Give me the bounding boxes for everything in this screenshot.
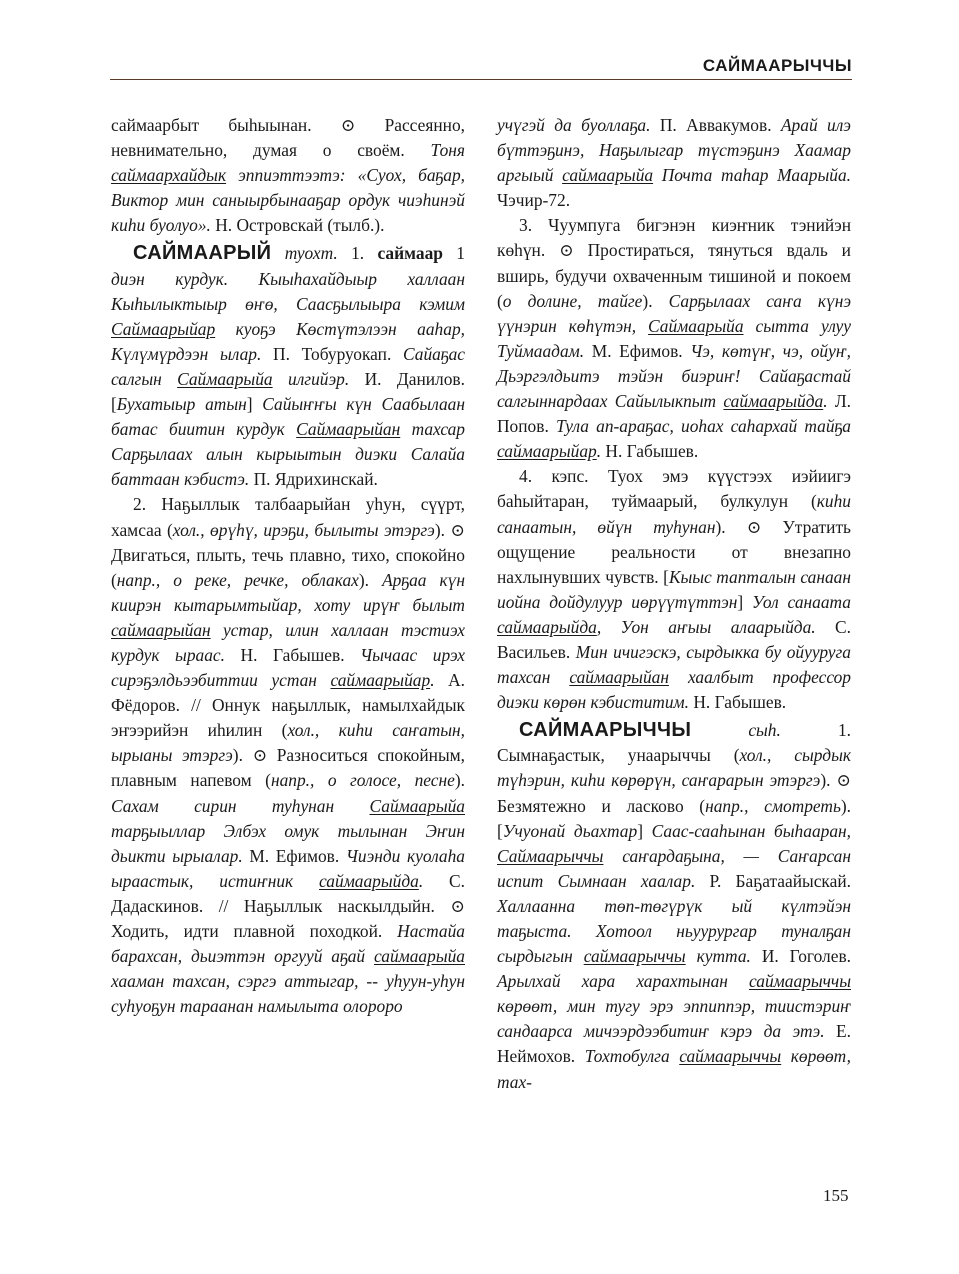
left-column: [111, 113, 465, 1019]
dictionary-entry: САЙМААРЫЧЧЫ сыһ. 1. Сымнаҕастык, унаарыччы (хол., сырдык түһэрин, киһи көрөрүн, саҥарарын этэргэ). ⊙ Безмятежно и ласково (напр., смотреть). [Учуонай дьахтар] Саас-сааһынан быһааран, Саймаарыччы саҥардаҕына, — Саҥарсан испит Сымнаан хаалар. Р. Баҕатаайыскай. Халлаанна төп-төгүрүк ый күлтэйэн таҕыста. Хотоол ньуурургар туналҕан сырдыгын саймаарыччы кутта. И. Гоголев. Арылхай хара харахтынан саймаарыччы көрөөт, мин тугу эрэ эппиппэр, тиистэриҥ сандаарса мичээрдээбитиҥ кэрэ да этэ. Е. Неймохов. Тохтобулга саймаарыччы көрөөт, тах-: [497, 719, 852, 1092]
page-number: 155: [823, 1186, 849, 1205]
sense-paragraph: 2. Наҕыллык талбаарыйан уһун, сүүрт, хамсаа (хол., өрүһү, ирэҕи, былыты этэргэ). ⊙ Двигаться, плыть, течь плавно, тихо, спокойно (напр., о реке, речке, облаках). Арҕаа күн киирэн кытарымтыйар, хоту ирүҥ былыт саймаарыйан устар, илин халлаан тэстиэх курдук ыраас. Н. Габышев. Чычаас ирэх сирэҕэлдьээбиттии устан саймаарыйар. А. Фёдоров. // Оннук наҕыллык, намылхайдык эҥээрийэн иһилин (хол., киһи саҥатын, ырыаны этэргэ). ⊙ Разноситься спокойным, плавным напевом (напр., о голосе, песне). Сахам сирин туһунан Саймаарыйа тарҕыыллар Элбэх омук тылынан Эҥин дьикти ырыалар. М. Ефимов. Чиэнди куолаһа ыраастык, истиҥник саймаарыйда. С. Дадаскинов. // Наҕыллык наскылдыйн. ⊙ Ходить, идти плавной походкой. Настайа барахсан, дьиэттэн оргууй аҕай саймаарыйа хааман тахсан, сэргэ аттыгар, -- уһуун-уһун суһуоҕун тараанан намылыта олороро: [111, 494, 466, 1017]
sense-paragraph: 4. кэпс. Туох эмэ күүстээх иэйиигэ баһыйтаран, туймаарый, булкулун (киһи санаатын, өйүн туһунан). ⊙ Утратить ощущение реальности от внезапно нахлынувших чувств. [Кыыс тапталын санаан иойна дойдулуур иөрүүтүттэн] Уол санаата саймаарыйда, Уон аҥыы алаарыйда. С. Васильев. Мин ичигэскэ, сырдыкка бу ойууруга тахсан саймаарыйан хаалбыт профессор диэки көрөн кэбиститим. Н. Габышев.: [497, 466, 852, 713]
header-rule: [110, 79, 852, 80]
sense-paragraph: саймаарбыт быһыынан. ⊙ Рассеянно, невнимательно, думая о своём. Тоня саймаархайдык эппиэттээтэ: «Суох, баҕар, Виктор мин саныырбынааҕар ордук чиэһинэй киһи буолуо». Н. Островскай (тылб.).: [111, 115, 465, 236]
running-head: САЙМААРЫЧЧЫ: [702, 56, 852, 75]
page-header: [110, 52, 852, 82]
sense-paragraph: 3. Чуумпуга бигэнэн киэҥник тэнийэн көһүн. ⊙ Простираться, тянуться вдаль и вширь, будучи охваченным тишиной и покоем (о долине, тайге). Сарҕылаах саҥа күнэ үүнэрин көһүтэн, Саймаарыйа сытта улуу Туймаадам. М. Ефимов. Чэ, көтүҥ, чэ, ойуҥ, Дьэргэлдьитэ тэйэн биэриҥ! Сайаҕастай салгыннардаах Сайылыкпыт саймаарыйда. Л. Попов. Тула ап-араҕас, иоһах саһархай тайҕа саймаарыйар. Н. Габышев.: [497, 215, 851, 462]
dictionary-entry: САЙМААРЫЙ туохт. 1. саймаар 1 диэн курдук. Кыыһахайдыыр халлаан Кыһылыктыыр өҥө, Саасҕылыыра кэмим Саймаарыйар куоҕэ Көстүтэлээн ааһар, Күлүмүрдээн ылар. П. Тобуруокап. Сайаҕас салгын Саймаарыйа илгийэр. И. Данилов. [Бухатыыр атын] Сайыҥҥы күн Саабылаан батас биитин курдук Саймаарыйан тахсар Сарҕылаах алын кырыытын диэки Салайа баттаан кэбистэ. П. Ядрихинскай.: [111, 242, 466, 490]
sense-paragraph: учүгэй да буоллаҕа. П. Аввакумов. Арай илэ бүттэҕинэ, Наҕылыгар түстэҕинэ Хаамар аргыый саймаарыйа Почта таһар Маарыйа. Чэчир-72.: [497, 115, 851, 211]
right-column: [497, 113, 851, 1095]
